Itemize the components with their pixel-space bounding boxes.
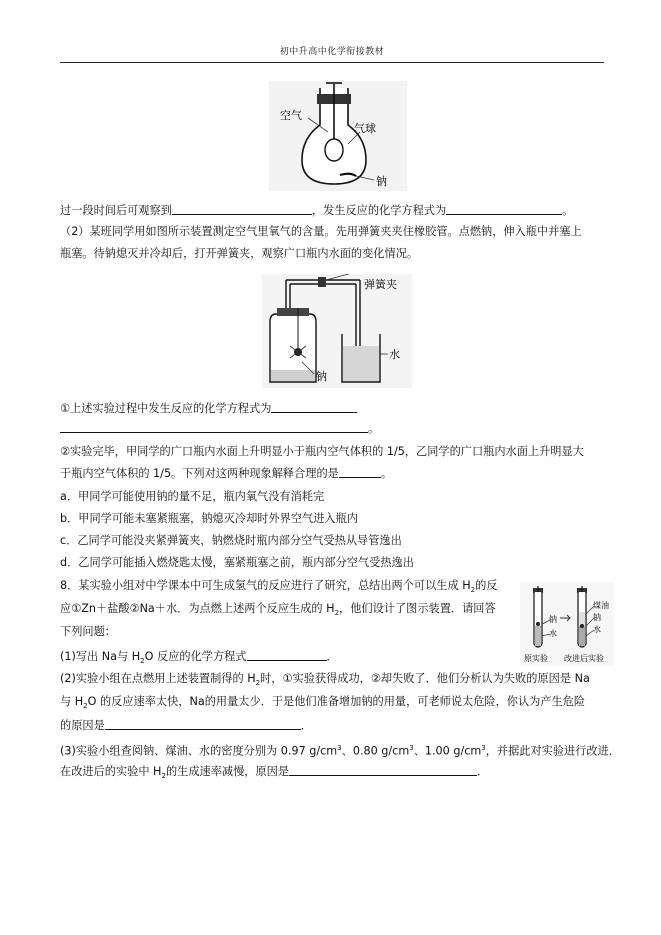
question-8-line-3: 下列问题： [60,625,116,638]
label-sodium: 钠 [376,175,387,188]
answer-blank-choice[interactable] [339,465,381,478]
text-line-5: 。 [60,420,379,437]
text-line-4: ①上述实验过程中发生反应的化学方程式为 [60,400,357,417]
answer-blank-danger[interactable] [105,717,301,730]
label-water-right: 水 [593,625,601,634]
sub-question-2-line-3: 的原因是 ． [60,719,312,732]
label-kerosene: 煤油 [593,601,609,610]
figure-test-tubes [520,582,614,666]
answer-blank-equation-2b[interactable] [60,420,368,433]
figure-oxygen-apparatus [262,274,412,388]
text-line-1: 过一段时间后可观察到 ，发生反应的化学方程式为 。 [60,204,574,217]
option-c: c．乙同学可能没夹紧弹簧夹，钠燃烧时瓶内部分空气受热从导管逸出 [60,534,402,547]
text-line-6: ②实验完毕，甲同学的广口瓶内水面上升明显小于瓶内空气体积的 1/5，乙同学的广口瓶内水面上升明显大 [60,445,584,458]
option-a: a．甲同学可能使用钠的量不足，瓶内氧气没有消耗完 [60,490,325,503]
question-8-line-1: 8．某实验小组对中学课本中可生成氢气的反应进行了研究，总结出两个可以生成 $H_2$的反 [60,579,498,595]
header-rule [60,62,604,63]
label-balloon: 气球 [354,122,376,135]
question-8-line-2: 应①Zn＋盐酸②Na＋水．为点燃上述两个反应生成的 $H_2$，他们设计了图示装置．请回答 [60,602,496,618]
label-water: 水 [389,348,400,361]
sub-question-3-line-2: 在改进后的实验中 $H_2$的生成速率减慢，原因是 ． [60,765,489,781]
text-line-7: 于瓶内空气体积的 1/5。下列对这两种现象解释合理的是 。 [60,467,393,480]
answer-blank-equation-2a[interactable] [271,400,357,413]
page-header: 初中升高中化学衔接教材 [279,47,385,57]
sub-question-3-line-1: (3)实验小组查阅钠、煤油、水的密度分别为 0.97 $g/cm^3$、0.80 $g/cm^3$、1.00 $g/cm^3$，并据此对实验进行改进． [60,744,620,758]
label-sodium-2: 钠 [316,370,327,383]
option-b: b．甲同学可能未塞紧瓶塞，钠熄灭冷却时外界空气进入瓶内 [60,512,358,525]
label-sodium-right: 钠 [593,613,601,622]
sub-question-2-line-1: (2)实验小组在点燃用上述装置制得的 $H_2$时，①实验获得成功，②却失败了．他们分析认为失败的原因是 Na [60,672,590,688]
label-spring-clip: 弹簧夹 [364,278,397,291]
option-d: d．乙同学可能插入燃烧匙太慢，塞紧瓶塞之前，瓶内部分空气受热逸出 [60,556,414,569]
text-line-2: （2）某班同学用如图所示装置测定空气里氧气的含量。先用弹簧夹夹住橡胶管。点燃钠，伸入瓶中并塞上 [60,225,582,238]
caption-original: 原实验 [524,654,548,663]
caption-improved: 改进后实验 [564,654,604,663]
sub-question-1: (1)写出 Na与 $H_2O$ 反应的化学方程式 ． [60,650,338,666]
answer-blank-na-water[interactable] [247,648,327,661]
label-water-left: 水 [549,629,557,638]
text-line-3: 瓶塞。待钠熄灭并冷却后，打开弹簧夹，观察广口瓶内水面的变化情况。 [60,247,419,260]
figure-flask-balloon [268,80,408,192]
sub-question-2-line-2: 与 $H_2O$ 的反应速率太快，Na的用量太少．于是他们准备增加钠的用量，可老师说太危险，你认为产生危险 [60,695,586,711]
label-sodium-left: 钠 [549,615,557,624]
label-air: 空气 [280,109,302,122]
answer-blank-equation[interactable] [446,202,562,215]
answer-blank-observation[interactable] [172,202,312,215]
answer-blank-rate-reason[interactable] [289,763,477,776]
